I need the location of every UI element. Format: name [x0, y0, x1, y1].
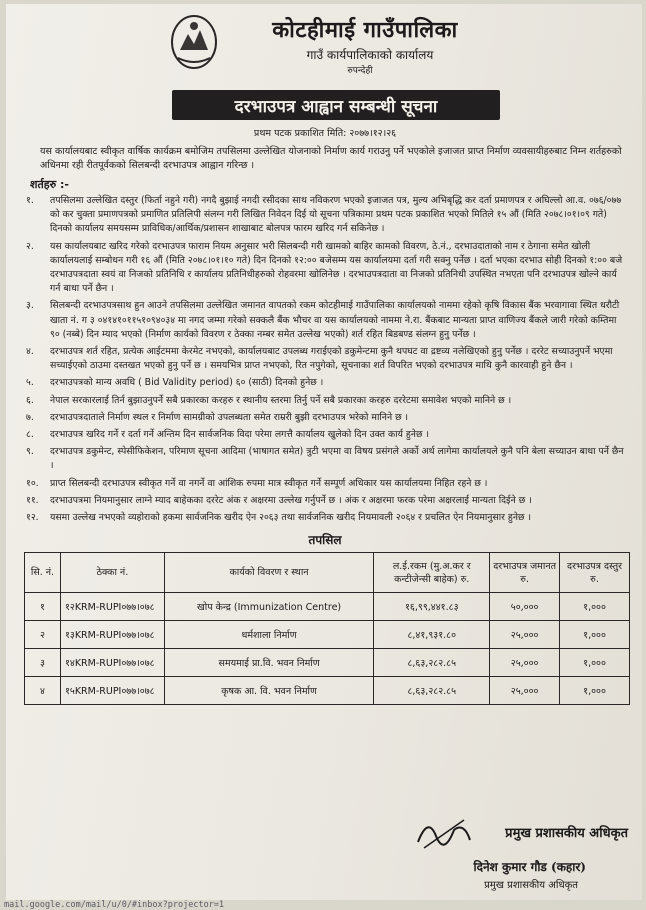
cell-sn: ४: [25, 677, 61, 705]
cell-contract-no: १२KRM-RUPI०७७।०७८: [60, 593, 164, 621]
notice-banner: दरभाउपत्र आह्वान सम्बन्धी सूचना: [172, 90, 500, 120]
org-subtitle: गाउँ कार्यपालिकाको कार्यालय: [306, 48, 434, 62]
clause-number: ९.: [26, 446, 34, 458]
org-title: कोटहीमाई गाउँपालिका: [272, 17, 458, 43]
clause-text: दरभाउपत्र शर्त रहित, प्रत्येक आईटममा केरमेट नभएको, कार्यालयबाट उपलब्ध गराईएको डकुमेन्टमा कुनै थपघट वा द्रष्टव्य नलेखिएको हुनु पर्नेछ । दररेट सच्याउनुपर्ने भएमा सच्याईएको ठाउमा दस्तखत भएको हुनु पर्ने छ । समयभित्र प्राप्त नभएको, रित नपुगेको, सूचनाका शर्त विपरित भएको दरभाउपत्र माथि कुनै कारवाही हुने छैन ।: [50, 346, 613, 372]
header-description: कार्यको विवरण र स्थान: [164, 553, 374, 593]
clause-number: १.: [26, 195, 34, 206]
cell-contract-no: १४KRM-RUPI०७७।०७८: [60, 649, 164, 677]
clause-item: [20, 394, 630, 408]
cell-contract-no: १५KRM-RUPI०७७।०७८: [60, 677, 164, 705]
cell-sn: २: [25, 621, 61, 649]
signatory-role: प्रमुख प्रशासकीय अधिकृत: [484, 880, 578, 891]
clause-text: सिलबन्दी दरभाउपत्रसाथ हुन आउने तपसिलमा उल्लेखित जमानत वापतको रकम कोटहीमाई गाउँपालिका कार्यालयको नाममा रहेको कृषि विकास बैंक भरवागावा स्थित धरौटी खाता नं. ग ३ ०४१४१०११५१०९४०३४ मा नगद जम्मा गरेको सक्कलै बैंक भौचर वा यस कार्यालयको नाममा ने.रा. बैंकबाट मान्यता प्राप्त वाणिज्य बैंकले जारी गरेको कम्तिमा ९० (नब्बे) दिन म्याद भएको (निर्माण कार्यको विवरण र ठेक्का नम्बर समेत उल्लेख भएको) शर्त रहित बिडबण्ड संलग्न हुनु पर्नेछ ।: [50, 300, 620, 340]
clause-number: १०.: [26, 477, 39, 489]
cell-estimate: १६,९९,४४१.८३: [374, 593, 490, 621]
intro-paragraph: यस कार्यालयबाट स्वीकृत वार्षिक कार्यक्रम बमोजिम तपसिलमा उल्लेखित योजनाको निर्माण कार्य गराउनु पर्ने भएकोले इजाजत प्राप्त निर्माण व्यवसायीहरुबाट निम्न शर्तहरुको अधिनमा रही रीतपूर्वकको सिलबन्दी दरभाउपत्र आह्वान गरिन्छ ।: [40, 146, 622, 171]
cell-fee: १,०००: [560, 649, 630, 677]
signatory-name: दिनेश कुमार गौड (कहार): [473, 860, 586, 874]
header-fee: दरभाउपत्र दस्तुर रु.: [560, 553, 630, 593]
schedule-title: तपसिल: [308, 533, 342, 548]
clause-item: [20, 494, 630, 508]
cell-estimate: ८,६३,२८२.८५: [374, 677, 490, 705]
clause-number: ११.: [26, 494, 39, 506]
cell-contract-no: १३KRM-RUPI०७७।०७८: [60, 621, 164, 649]
clause-item: [20, 345, 630, 373]
clause-number: ५.: [26, 377, 34, 389]
header-bid-security: दरभाउपत्र जमानत रु.: [490, 553, 560, 593]
clause-text: दरभाउपत्र खरिद गर्ने र दर्ता गर्ने अन्तिम दिन सार्वजनिक विदा परेमा लगत्तै कार्यालय खुलेको दिन उक्त कार्य हुनेछ ।: [50, 429, 429, 441]
cell-fee: १,०००: [560, 677, 630, 705]
header-estimate: ल.ई.रकम (मु.अ.कर र कन्टीजेन्सी बाहेक) रु.: [374, 553, 490, 593]
clause-number: ४.: [26, 346, 34, 358]
clause-item: [20, 477, 630, 491]
clause-number: ३.: [26, 300, 34, 312]
clause-number: ८.: [26, 429, 34, 441]
table-row: [25, 677, 630, 705]
cell-sn: ३: [25, 649, 61, 677]
header-contract-no: ठेक्का नं.: [60, 553, 164, 593]
clause-text: प्राप्त सिलबन्दी दरभाउपत्र स्वीकृत गर्ने वा नगर्ने वा आंशिक रुपमा मात्र स्वीकृत गर्ने सम्पूर्ण अधिकार यस कार्यालयमा निहित रहने छ ।: [50, 477, 488, 489]
signature-scribble-icon: [414, 812, 474, 852]
clause-item: [20, 376, 630, 390]
clause-item: [20, 445, 630, 473]
clause-item: [20, 511, 630, 525]
header: [20, 10, 630, 118]
notice-document: [6, 4, 642, 900]
cell-estimate: ८,६३,२८२.८५: [374, 649, 490, 677]
table-row: [25, 621, 630, 649]
cell-fee: १,०००: [560, 593, 630, 621]
cell-description: कृषक आ. वि. भवन निर्माण: [164, 677, 374, 705]
cell-fee: १,०००: [560, 621, 630, 649]
cell-sn: १: [25, 593, 61, 621]
clause-item: [20, 428, 630, 442]
cell-estimate: ८,४१,९३१.८०: [374, 621, 490, 649]
publish-date: प्रथम पटक प्रकाशित मिति: २०७७।१२।२६: [253, 128, 397, 139]
clause-number: २.: [26, 240, 34, 252]
cell-bid-security: २५,०००: [490, 677, 560, 705]
cell-description: समयमाई प्रा.वि. भवन निर्माण: [164, 649, 374, 677]
table-header-row: [25, 553, 630, 593]
clause-item: [20, 240, 630, 297]
clause-text: यसमा उल्लेख नभएको व्यहोराको हकमा सार्वजनिक खरीद ऐन २०६३ तथा सार्वजनिक खरीद नियमावली २०६४ र प्रचलित ऐन नियमानुसार हुनेछ ।: [50, 512, 531, 524]
cell-bid-security: २५,०००: [490, 621, 560, 649]
schedule-table: [24, 552, 630, 705]
clause-item: [20, 299, 630, 342]
org-place: रुपन्देही: [347, 66, 373, 76]
cell-description: खोप केन्द्र (Immunization Centre): [164, 593, 374, 621]
cell-bid-security: ५०,०००: [490, 593, 560, 621]
clause-text: दरभाउपत्रमा नियमानुसार लाग्ने म्याद बाहेकका दररेट अंक र अक्षरमा उल्लेख गर्नुपर्ने छ । अंक र अक्षरमा फरक परेमा अक्षरलाई मान्यता दिईने छ ।: [50, 494, 532, 506]
municipality-emblem-icon: [170, 14, 218, 70]
clause-number: ७.: [26, 411, 34, 423]
browser-url[interactable]: mail.google.com/mail/u/0/#inbox?projector=1: [4, 900, 225, 910]
table-row: [25, 649, 630, 677]
clause-text: तपसिलमा उल्लेखित दस्तुर (फिर्ता नहुने गरी) नगदै बुझाई नगदी रसीदका साथ नविकरण भएको इजाजत पत्र, मुल्य अभिबृद्धि कर दर्ता प्रमाणपत्र र अघिल्लो आ.व. ०७६/०७७ को कर चुक्ता प्रमाणपत्रको प्रमाणित प्रतिलिपी संलग्न गरी लिखित निवेदन दिई यो सूचना पत्रिकामा प्रथम पटक प्रकाशित भएको मितिले १५ औं (मिति २०७८।०१।०९ गते) दिनको कार्यालय समयसम्म प्राविधिक/आर्थिक/प्रशासन शाखाबाट बोलपत्र फारम खरिद गर्न सकिनेछ ।: [50, 195, 622, 235]
cell-bid-security: २५,०००: [490, 649, 560, 677]
clause-number: १२.: [26, 512, 39, 524]
terms-title: शर्तहरु :-: [30, 178, 69, 191]
cell-description: धर्मशाला निर्माण: [164, 621, 374, 649]
clause-list: [20, 194, 630, 525]
clause-number: ६.: [26, 394, 34, 406]
clause-item: [20, 194, 630, 237]
clause-text: दरभाउपत्रको मान्य अवधि ( Bid Validity period) ६० (साठी) दिनको हुनेछ ।: [50, 377, 324, 389]
clause-text: दरभाउपत्र डकुमेन्ट, स्पेसीफिकेशन, परिमाण सूचना आदिमा (भाषागत समेत) त्रुटी भएमा वा विषय प्रसंगले अर्को अर्थ लागेमा कार्यालयले कुनै पनि बेला सच्याउन बाधा पर्ने छैन ।: [50, 446, 624, 472]
clause-text: नेपाल सरकारलाई तिर्न बुझाउनुपर्ने सबै प्रकारका करहरु र स्थानीय स्तरमा तिर्नु पर्ने सबै प्रकारका करहरु दररेटमा समावेश भएको मानिने छ ।: [50, 394, 512, 406]
signature-stamp: प्रमुख प्रशासकीय अधिकृत: [505, 826, 628, 841]
header-sn: सि. नं.: [25, 553, 61, 593]
clause-text: यस कार्यालयबाट खरिद गरेको दरभाउपत्र फाराम नियम अनुसार भरी सिलबन्दी गरी खामको बाहिर कामको विवरण, ठे.नं., दरभाउदाताको नाम र ठेगाना समेत खोली कार्यालयलाई सम्बोधन गरी १६ औं (मिति २०७८।०१।१० गते) दिन दिनको १२:०० बजेसम्म यस कार्यालयमा दर्ता गरी सक्नु पर्नेछ । दर्ता भएका दरभाउ सोही दिनको १:०० बजे दरभाउपत्रदाता स्वयं वा निजको प्रतिनिधि र कार्यालय प्रतिनिधीहरुको रोहवरमा खोलिनेछ । दरभाउपत्रदाता वा निजको प्रतिनिधी उपस्थित नभएता पनि दरभाउपत्र खोल्ने कार्य गर्न बाधा पर्ने छैन ।: [50, 240, 623, 295]
table-row: [25, 593, 630, 621]
clause-item: [20, 411, 630, 425]
clause-text: दरभाउपत्रदाताले निर्माण स्थल र निर्माण सामग्रीको उपलब्धता समेत राम्ररी बुझी दरभाउपत्र भरेको मानिने छ ।: [50, 411, 409, 423]
